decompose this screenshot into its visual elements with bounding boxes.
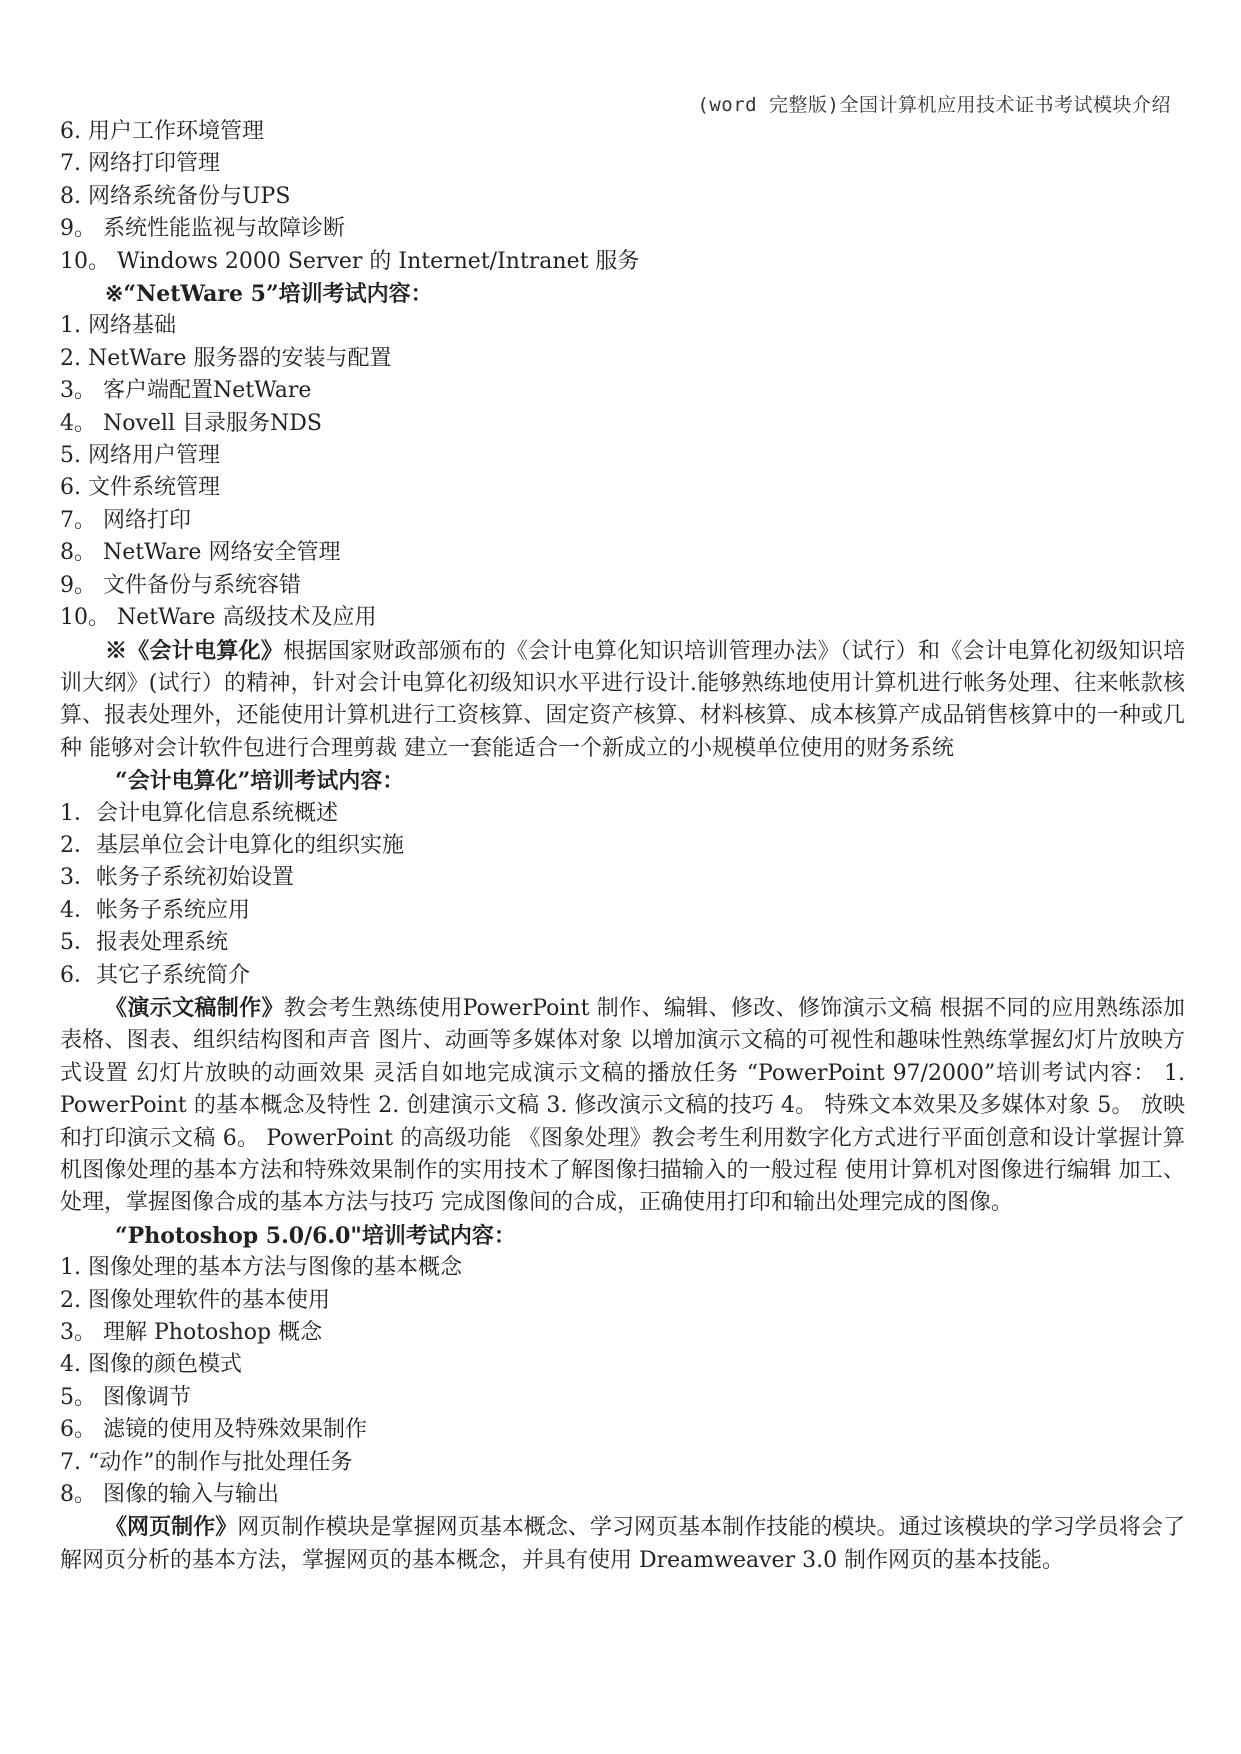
list-item: 8. 网络系统备份与UPS <box>60 183 291 209</box>
photoshop-list <box>60 1252 1185 1511</box>
webpage-description: 网页制作模块是掌握网页基本概念、学习网页基本制作技能的模块。通过该模块的学习学员将会了解网页分析的基本方法，掌握网页的基本概念，并具有使用 Dreamweaver 3.0 制作网页的基本技能。 <box>60 1515 1185 1573</box>
list-item: 5。 图像调节 <box>60 1384 191 1410</box>
accounting-heading: “会计电算化”培训考试内容： <box>115 768 405 795</box>
win2000-list <box>60 116 1185 278</box>
webpage-paragraph <box>60 1511 1185 1577</box>
list-item: 7. 网络打印管理 <box>60 151 220 177</box>
list-item: 8。 NetWare 网络安全管理 <box>60 540 341 566</box>
list-item: 5. 网络用户管理 <box>60 443 220 469</box>
list-item: 1. 图像处理的基本方法与图像的基本概念 <box>60 1255 462 1281</box>
document-body <box>60 116 1185 1577</box>
photoshop-heading: “Photoshop 5.0/6.0"培训考试内容： <box>115 1222 516 1249</box>
list-item: 4. 图像的颜色模式 <box>60 1352 242 1378</box>
page-header: (word 完整版)全国计算机应用技术证书考试模块介绍 <box>697 94 1171 116</box>
list-item: 7. “动作”的制作与批处理任务 <box>60 1449 353 1475</box>
list-item: 10。 Windows 2000 Server 的 Internet/Intranet 服务 <box>60 248 640 274</box>
list-item: 9。 文件备份与系统容错 <box>60 572 301 598</box>
list-item: 3．帐务子系统初始设置 <box>60 865 294 891</box>
list-item: 2. NetWare 服务器的安装与配置 <box>60 345 392 371</box>
list-item: 6. 文件系统管理 <box>60 475 220 501</box>
list-item: 1．会计电算化信息系统概述 <box>60 800 338 826</box>
list-item: 10。 NetWare 高级技术及应用 <box>60 605 377 631</box>
accounting-list <box>60 798 1185 992</box>
list-item: 9。 系统性能监视与故障诊断 <box>60 216 345 242</box>
list-item: 1. 网络基础 <box>60 313 176 339</box>
powerpoint-title: 《演示文稿制作》 <box>105 994 284 1021</box>
accounting-title: ※《会计电算化》 <box>105 637 284 664</box>
list-item: 2．基层单位会计电算化的组织实施 <box>60 832 404 858</box>
list-item: 4．帐务子系统应用 <box>60 897 250 923</box>
list-item: 6. 用户工作环境管理 <box>60 119 264 144</box>
list-item: 7。 网络打印 <box>60 507 191 533</box>
powerpoint-paragraph <box>60 992 1185 1220</box>
list-item: 8。 图像的输入与输出 <box>60 1482 279 1508</box>
webpage-title: 《网页制作》 <box>105 1514 238 1541</box>
list-item: 3。 理解 Photoshop 概念 <box>60 1320 323 1346</box>
powerpoint-description: 教会考生熟练使用PowerPoint 制作、编辑、修改、修饰演示文稿 根据不同的应用熟练添加表格、图表、组织结构图和声音 图片、动画等多媒体对象 以增加演示文稿的可视性和趣味性熟练掌握幻灯片放映方式设置 幻灯片放映的动画效果 灵活自如地完成演示文稿的播放任务 “PowerPoint 97/2000”培训考试内容： 1. PowerPoint 的基本概念及特性 2. 创建演示文稿 3. 修改演示文稿的技巧 4。 特殊文本效果及多媒体对象 5。 放映和打印演示文稿 6。 PowerPoint 的高级功能 《图象处理》教会考生利用数字化方式进行平面创意和设计掌握计算机图像处理的基本方法和特殊效果制作的实用技术了解图像扫描输入的一般过程 使用计算机对图像进行编辑 加工、处理，掌握图像合成的基本方法与技巧 完成图像间的合成，正确使用打印和输出处理完成的图像。 <box>60 995 1185 1216</box>
netware-list <box>60 310 1185 634</box>
list-item: 6。 滤镜的使用及特殊效果制作 <box>60 1417 367 1443</box>
list-item: 3。 客户端配置NetWare <box>60 378 312 404</box>
accounting-description: 根据国家财政部颁布的《会计电算化知识培训管理办法》（试行）和《会计电算化初级知识培训大纲》(试行）的精神，针对会计电算化初级知识水平进行设计.能够熟练地使用计算机进行帐务处理、往来帐款核算、报表处理外，还能使用计算机进行工资核算、固定资产核算、材料核算、成本核算产成品销售核算中的一种或几种 能够对会计软件包进行合理剪裁 建立一套能适合一个新成立的小规模单位使用的财务系统 <box>60 638 1185 761</box>
list-item: 4。 Novell 目录服务NDS <box>60 410 322 436</box>
list-item: 5．报表处理系统 <box>60 930 228 956</box>
list-item: 2. 图像处理软件的基本使用 <box>60 1287 330 1313</box>
accounting-intro <box>60 635 1185 766</box>
netware-heading: ※“NetWare 5”培训考试内容： <box>105 281 433 308</box>
list-item: 6．其它子系统简介 <box>60 962 250 988</box>
